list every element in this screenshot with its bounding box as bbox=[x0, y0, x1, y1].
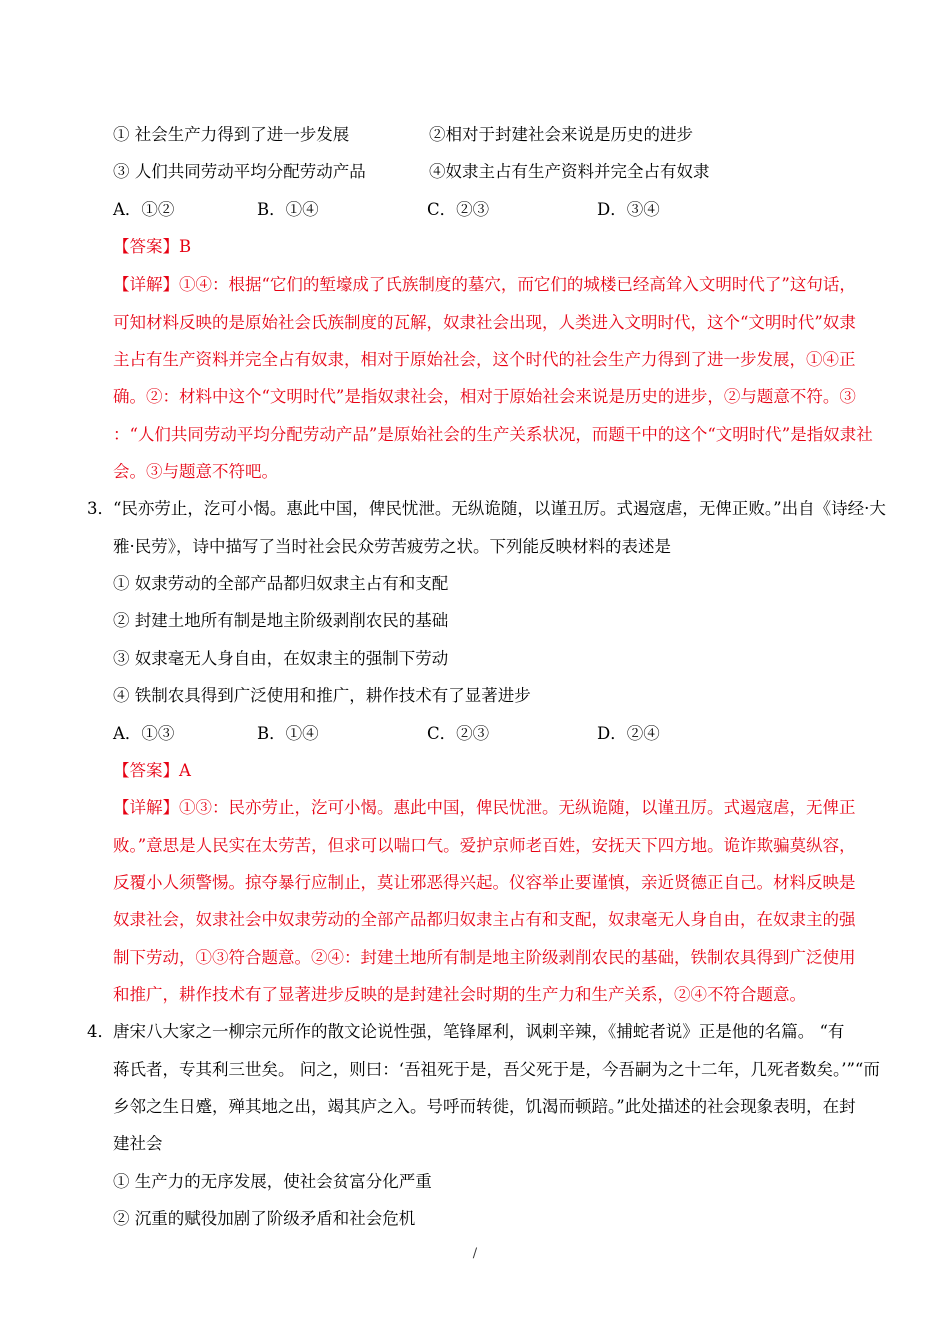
q2-explain-line: 可知材料反映的是原始社会氏族制度的瓦解，奴隶社会出现，人类进入文明时代，这个“文明时代”奴隶 bbox=[113, 313, 856, 332]
q3-explain-line: 【详解】①③：民亦劳止，汔可小愒。惠此中国，俾民忧泄。无纵诡随，以谨丑厉。式遏寇虐，无俾正 bbox=[113, 798, 856, 817]
q4-stem-line-1 bbox=[87, 1021, 930, 1043]
q2-explain-line: 【详解】①④：根据“它们的堑壕成了氏族制度的墓穴，而它们的城楼已经高耸入文明时代了”这句话， bbox=[113, 275, 856, 294]
q4-stem-line-3: 乡邻之生日蹙，殚其地之出，竭其庐之入。号呼而转徙，饥渴而顿踣。”此处描述的社会现象表明，在封 bbox=[113, 1097, 856, 1116]
q3-option: ④ 铁制农具得到广泛使用和推广，耕作技术有了显著进步 bbox=[113, 686, 531, 705]
q3-explain-line: 奴隶社会，奴隶社会中奴隶劳动的全部产品都归奴隶主占有和支配，奴隶毫无人身自由，在奴隶主的强 bbox=[113, 910, 856, 929]
q2-choice-d: D．③④ bbox=[597, 200, 660, 219]
q2-option-3: ③ 人们共同劳动平均分配劳动产品 bbox=[113, 162, 366, 181]
q3-option: ③ 奴隶毫无人身自由，在奴隶主的强制下劳动 bbox=[113, 649, 449, 668]
q3-explain-line: 和推广，耕作技术有了显著进步反映的是封建社会时期的生产力和生产关系，②④不符合题意。 bbox=[113, 985, 806, 1004]
q4-option: ② 沉重的赋役加剧了阶级矛盾和社会危机 bbox=[113, 1209, 416, 1228]
q3-stem-text: “民亦劳止，汔可小愒。惠此中国，俾民忧泄。无纵诡随，以谨丑厉。式遏寇虐，无俾正败。”出自《诗经·大 bbox=[113, 499, 886, 518]
q2-choice-c: C．②③ bbox=[427, 200, 490, 219]
q3-number: 3． bbox=[87, 499, 114, 518]
q3-choice-a: A．①③ bbox=[113, 724, 175, 743]
q3-choice-c: C．②③ bbox=[427, 724, 490, 743]
q3-explain-line: 败。”意思是人民实在太劳苦，但求可以喘口气。爱护京师老百姓，安抚天下四方地。诡诈欺骗莫纵容， bbox=[113, 836, 856, 855]
q3-stem-line-1 bbox=[87, 498, 930, 520]
q4-stem-line-4: 建社会 bbox=[113, 1134, 163, 1153]
q2-option-row-1 bbox=[113, 124, 930, 146]
q2-option-4: ④奴隶主占有生产资料并完全占有奴隶 bbox=[429, 162, 710, 181]
q4-stem-line-2: 蒋氏者，专其利三世矣。 问之，则曰：‘吾祖死于是，吾父死于是，今吾嗣为之十二年，几死者数矣。’”“而 bbox=[113, 1060, 880, 1079]
q2-option-1: ① 社会生产力得到了进一步发展 bbox=[113, 125, 350, 144]
q2-option-row-2 bbox=[113, 161, 930, 183]
q2-option-2: ②相对于封建社会来说是历史的进步 bbox=[429, 125, 693, 144]
q3-option: ① 奴隶劳动的全部产品都归奴隶主占有和支配 bbox=[113, 574, 449, 593]
q2-explain-line: 会。③与题意不符吧。 bbox=[113, 462, 278, 481]
q3-option: ② 封建土地所有制是地主阶级剥削农民的基础 bbox=[113, 611, 449, 630]
q3-explain-line: 制下劳动，①③符合题意。②④：封建土地所有制是地主阶级剥削农民的基础，铁制农具得到广泛使用 bbox=[113, 948, 856, 967]
page-footer: / bbox=[472, 1246, 478, 1261]
q4-number: 4． bbox=[87, 1022, 114, 1041]
q4-option: ① 生产力的无序发展，使社会贫富分化严重 bbox=[113, 1172, 432, 1191]
q2-explain-line: 确。②：材料中这个“文明时代”是指奴隶社会，相对于原始社会来说是历史的进步，②与题意不符。③ bbox=[113, 387, 856, 406]
q3-choice-d: D．②④ bbox=[597, 724, 660, 743]
q2-explain-line: 主占有生产资料并完全占有奴隶，相对于原始社会，这个时代的社会生产力得到了进一步发展，①④正 bbox=[113, 350, 856, 369]
q3-stem-line-2: 雅·民劳》，诗中描写了当时社会民众劳苦疲劳之状。下列能反映材料的表述是 bbox=[113, 537, 671, 556]
q2-answer: 【答案】B bbox=[113, 237, 192, 256]
q2-choice-b: B．①④ bbox=[257, 200, 319, 219]
q3-choice-b: B．①④ bbox=[257, 724, 319, 743]
q4-stem-text: 唐宋八大家之一柳宗元所作的散文论说性强，笔锋犀利，讽刺辛辣，《捕蛇者说》正是他的名篇。 “有 bbox=[113, 1022, 845, 1041]
q2-choice-a: A．①② bbox=[113, 200, 175, 219]
q2-explain-line: ：“人们共同劳动平均分配劳动产品”是原始社会的生产关系状况，而题干中的这个“文明时代”是指奴隶社 bbox=[113, 425, 873, 444]
q3-answer: 【答案】A bbox=[113, 761, 191, 780]
q3-explain-line: 反覆小人须警惕。掠夺暴行应制止，莫让邪恶得兴起。仪容举止要谨慎，亲近贤德正自己。材料反映是 bbox=[113, 873, 856, 892]
